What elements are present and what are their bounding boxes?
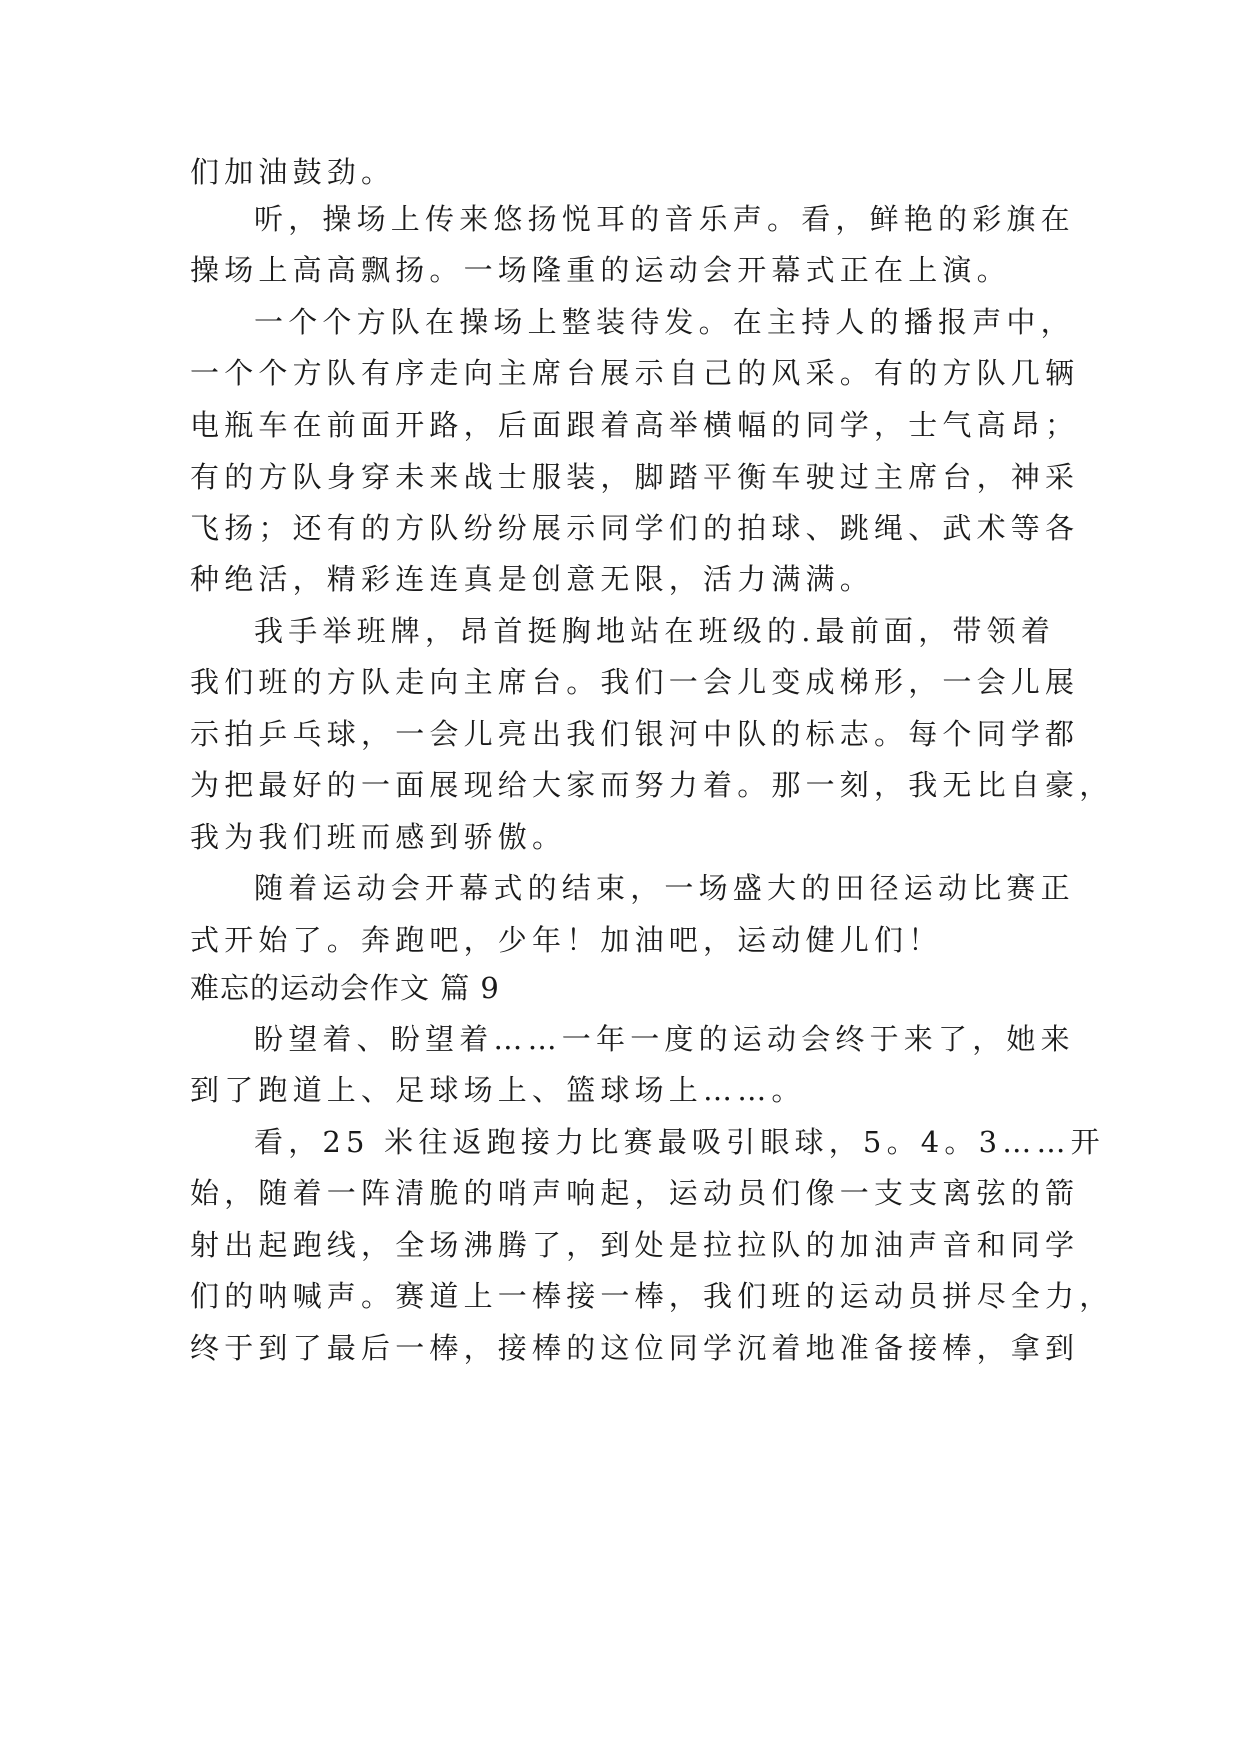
text-line-4: 一个个方队在操场上整装待发。在主持人的播报声中， — [254, 305, 1075, 339]
text-line-3: 操场上高高飘扬。一场隆重的运动会开幕式正在上演。 — [190, 253, 1011, 287]
section-heading: 难忘的运动会作文 篇 9 — [190, 971, 500, 1005]
text-line-10: 我手举班牌，昂首挺胸地站在班级的.最前面，带领着 — [254, 614, 1056, 648]
text-line-14: 我为我们班而感到骄傲。 — [190, 820, 567, 854]
text-line-8: 飞扬；还有的方队纷纷展示同学们的拍球、跳绳、武术等各 — [190, 511, 1080, 545]
text-line-23: 终于到了最后一棒，接棒的这位同学沉着地准备接棒，拿到 — [190, 1331, 1080, 1365]
text-line-21: 射出起跑线，全场沸腾了，到处是拉拉队的加油声音和同学 — [190, 1228, 1080, 1262]
text-line-5: 一个个方队有序走向主席台展示自己的风采。有的方队几辆 — [190, 356, 1080, 390]
text-line-9: 种绝活，精彩连连真是创意无限，活力满满。 — [190, 562, 875, 596]
text-line-12: 示拍乒乓球，一会儿亮出我们银河中队的标志。每个同学都 — [190, 717, 1080, 751]
text-line-19: 看，25 米往返跑接力比赛最吸引眼球，5。4。3……开 — [254, 1125, 1105, 1159]
text-line-11: 我们班的方队走向主席台。我们一会儿变成梯形，一会儿展 — [190, 665, 1080, 699]
text-line-6: 电瓶车在前面开路，后面跟着高举横幅的同学，士气高昂； — [190, 408, 1080, 442]
text-line-13: 为把最好的一面展现给大家而努力着。那一刻，我无比自豪， — [190, 768, 1114, 802]
text-line-22: 们的呐喊声。赛道上一棒接一棒，我们班的运动员拼尽全力， — [190, 1279, 1114, 1313]
text-line-16: 式开始了。奔跑吧，少年！加油吧，运动健儿们！ — [190, 923, 943, 957]
text-line-20: 始，随着一阵清脆的哨声响起，运动员们像一支支离弦的箭 — [190, 1176, 1080, 1210]
text-line-2: 听，操场上传来悠扬悦耳的音乐声。看，鲜艳的彩旗在 — [254, 202, 1075, 236]
text-line-15: 随着运动会开幕式的结束，一场盛大的田径运动比赛正 — [254, 871, 1075, 905]
text-line-7: 有的方队身穿未来战士服装，脚踏平衡车驶过主席台，神采 — [190, 460, 1080, 494]
text-line-18: 到了跑道上、足球场上、篮球场上……。 — [190, 1073, 806, 1107]
text-line-1: 们加油鼓劲。 — [190, 155, 396, 189]
text-line-17: 盼望着、盼望着……一年一度的运动会终于来了，她来 — [254, 1022, 1075, 1056]
